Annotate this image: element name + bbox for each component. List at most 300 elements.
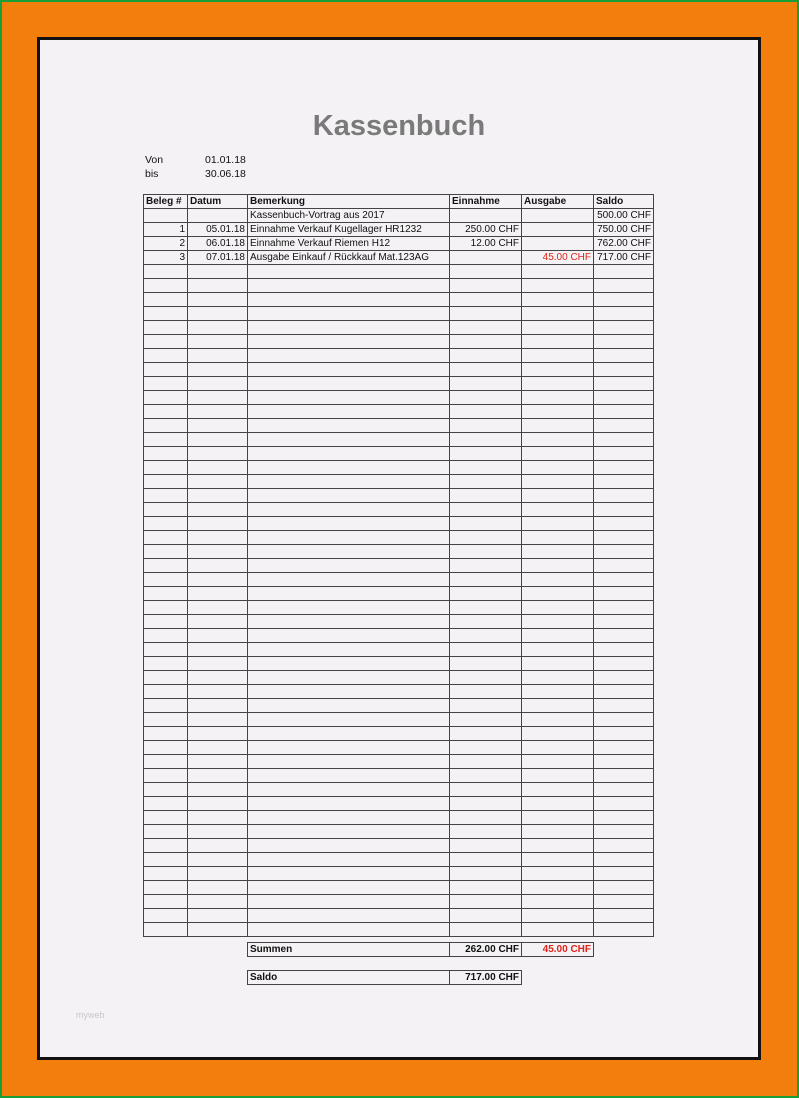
empty-cell: [248, 727, 450, 741]
empty-cell: [522, 307, 594, 321]
empty-cell: [248, 923, 450, 937]
empty-cell: [450, 489, 522, 503]
table-row: [144, 223, 654, 237]
table-row: [144, 237, 654, 251]
empty-cell: [144, 727, 188, 741]
empty-cell: [248, 517, 450, 531]
empty-cell: [248, 839, 450, 853]
empty-cell: [188, 853, 248, 867]
empty-cell: [188, 363, 248, 377]
empty-cell: [188, 895, 248, 909]
empty-cell: [188, 685, 248, 699]
empty-cell: [594, 755, 654, 769]
empty-cell: [248, 601, 450, 615]
empty-cell: [522, 923, 594, 937]
empty-cell: [248, 587, 450, 601]
cell-bemerkung: Einnahme Verkauf Kugellager HR1232: [248, 223, 450, 237]
empty-cell: [522, 769, 594, 783]
empty-cell: [594, 265, 654, 279]
empty-table-row: [144, 867, 654, 881]
empty-cell: [248, 741, 450, 755]
empty-cell: [522, 783, 594, 797]
empty-cell: [450, 853, 522, 867]
empty-cell: [144, 769, 188, 783]
empty-cell: [594, 853, 654, 867]
empty-cell: [522, 699, 594, 713]
empty-cell: [248, 811, 450, 825]
empty-cell: [188, 391, 248, 405]
period-to-value: 30.06.18: [205, 168, 246, 180]
empty-cell: [594, 321, 654, 335]
empty-cell: [522, 881, 594, 895]
empty-cell: [594, 727, 654, 741]
empty-cell: [188, 657, 248, 671]
cell-ausgabe: [522, 209, 594, 223]
empty-table-row: [144, 405, 654, 419]
empty-cell: [450, 307, 522, 321]
empty-cell: [522, 839, 594, 853]
empty-cell: [522, 391, 594, 405]
empty-cell: [450, 363, 522, 377]
empty-cell: [144, 265, 188, 279]
empty-cell: [522, 559, 594, 573]
empty-cell: [522, 279, 594, 293]
empty-cell: [522, 377, 594, 391]
empty-cell: [144, 573, 188, 587]
empty-cell: [450, 293, 522, 307]
empty-cell: [188, 517, 248, 531]
empty-cell: [248, 867, 450, 881]
col-header-saldo: Saldo: [594, 195, 654, 209]
empty-cell: [594, 895, 654, 909]
empty-cell: [450, 335, 522, 349]
empty-cell: [594, 615, 654, 629]
empty-table-row: [144, 265, 654, 279]
empty-table-row: [144, 349, 654, 363]
empty-cell: [522, 741, 594, 755]
empty-table-row: [144, 293, 654, 307]
empty-cell: [144, 503, 188, 517]
cell-saldo: 500.00 CHF: [594, 209, 654, 223]
empty-cell: [450, 587, 522, 601]
empty-table-row: [144, 881, 654, 895]
cell-beleg: 2: [144, 237, 188, 251]
empty-cell: [144, 615, 188, 629]
empty-cell: [248, 363, 450, 377]
empty-cell: [144, 293, 188, 307]
empty-cell: [450, 825, 522, 839]
empty-cell: [594, 923, 654, 937]
empty-cell: [450, 405, 522, 419]
empty-cell: [450, 839, 522, 853]
cell-datum: 07.01.18: [188, 251, 248, 265]
empty-cell: [450, 461, 522, 475]
empty-cell: [188, 825, 248, 839]
empty-cell: [188, 699, 248, 713]
empty-cell: [144, 349, 188, 363]
empty-cell: [594, 377, 654, 391]
empty-cell: [594, 839, 654, 853]
empty-cell: [522, 405, 594, 419]
empty-cell: [450, 727, 522, 741]
empty-cell: [594, 909, 654, 923]
empty-cell: [594, 489, 654, 503]
empty-cell: [594, 363, 654, 377]
empty-cell: [248, 797, 450, 811]
empty-cell: [248, 475, 450, 489]
summen-row: [247, 942, 594, 957]
empty-cell: [248, 643, 450, 657]
empty-cell: [450, 881, 522, 895]
empty-table-row: [144, 811, 654, 825]
empty-cell: [248, 881, 450, 895]
empty-cell: [450, 377, 522, 391]
empty-cell: [450, 713, 522, 727]
empty-cell: [450, 475, 522, 489]
empty-cell: [594, 419, 654, 433]
empty-cell: [248, 419, 450, 433]
empty-table-row: [144, 573, 654, 587]
empty-cell: [144, 839, 188, 853]
empty-cell: [522, 867, 594, 881]
empty-cell: [522, 895, 594, 909]
empty-cell: [522, 825, 594, 839]
empty-cell: [450, 517, 522, 531]
table-row: [144, 209, 654, 223]
empty-cell: [144, 671, 188, 685]
cell-beleg: [144, 209, 188, 223]
empty-table-row: [144, 685, 654, 699]
empty-table-row: [144, 321, 654, 335]
empty-cell: [594, 433, 654, 447]
empty-cell: [450, 895, 522, 909]
empty-table-row: [144, 531, 654, 545]
empty-cell: [188, 545, 248, 559]
empty-cell: [522, 797, 594, 811]
empty-cell: [594, 405, 654, 419]
empty-cell: [188, 503, 248, 517]
empty-cell: [522, 531, 594, 545]
table-header-row: [144, 195, 654, 209]
empty-cell: [248, 405, 450, 419]
cell-einnahme: [450, 251, 522, 265]
empty-table-row: [144, 671, 654, 685]
empty-cell: [594, 881, 654, 895]
empty-cell: [248, 769, 450, 783]
empty-cell: [248, 909, 450, 923]
cell-ausgabe: 45.00 CHF: [522, 251, 594, 265]
empty-cell: [594, 559, 654, 573]
empty-cell: [144, 825, 188, 839]
empty-cell: [188, 335, 248, 349]
empty-cell: [188, 643, 248, 657]
empty-cell: [248, 671, 450, 685]
empty-cell: [522, 293, 594, 307]
empty-table-row: [144, 489, 654, 503]
empty-cell: [144, 923, 188, 937]
empty-cell: [450, 783, 522, 797]
empty-cell: [248, 615, 450, 629]
empty-cell: [188, 447, 248, 461]
empty-cell: [188, 629, 248, 643]
empty-cell: [248, 699, 450, 713]
empty-cell: [450, 923, 522, 937]
empty-cell: [522, 321, 594, 335]
empty-cell: [144, 363, 188, 377]
empty-cell: [188, 755, 248, 769]
empty-cell: [450, 867, 522, 881]
empty-cell: [248, 657, 450, 671]
empty-cell: [450, 391, 522, 405]
cell-beleg: 1: [144, 223, 188, 237]
empty-cell: [188, 713, 248, 727]
empty-cell: [144, 433, 188, 447]
empty-cell: [450, 349, 522, 363]
empty-table-row: [144, 587, 654, 601]
empty-table-row: [144, 559, 654, 573]
empty-cell: [522, 433, 594, 447]
empty-cell: [144, 461, 188, 475]
empty-cell: [188, 349, 248, 363]
cell-saldo: 762.00 CHF: [594, 237, 654, 251]
empty-cell: [522, 489, 594, 503]
empty-cell: [188, 839, 248, 853]
empty-cell: [248, 503, 450, 517]
empty-cell: [188, 797, 248, 811]
col-header-datum: Datum: [188, 195, 248, 209]
empty-cell: [594, 475, 654, 489]
empty-cell: [450, 503, 522, 517]
empty-cell: [594, 461, 654, 475]
empty-cell: [450, 657, 522, 671]
empty-table-row: [144, 713, 654, 727]
empty-cell: [522, 587, 594, 601]
empty-cell: [450, 265, 522, 279]
empty-cell: [188, 489, 248, 503]
empty-cell: [522, 419, 594, 433]
saldo-row: [247, 970, 522, 985]
empty-cell: [450, 531, 522, 545]
cell-datum: 06.01.18: [188, 237, 248, 251]
empty-cell: [248, 489, 450, 503]
empty-cell: [522, 811, 594, 825]
empty-cell: [522, 503, 594, 517]
empty-cell: [144, 713, 188, 727]
empty-table-row: [144, 797, 654, 811]
empty-cell: [450, 419, 522, 433]
empty-table-row: [144, 769, 654, 783]
empty-cell: [522, 671, 594, 685]
empty-cell: [522, 909, 594, 923]
empty-cell: [450, 615, 522, 629]
empty-cell: [248, 461, 450, 475]
empty-cell: [594, 349, 654, 363]
empty-cell: [188, 293, 248, 307]
empty-cell: [450, 741, 522, 755]
empty-cell: [522, 447, 594, 461]
empty-cell: [188, 419, 248, 433]
empty-table-row: [144, 503, 654, 517]
period-from-label: Von: [145, 154, 164, 166]
empty-table-row: [144, 755, 654, 769]
empty-cell: [188, 531, 248, 545]
empty-table-row: [144, 727, 654, 741]
empty-cell: [188, 601, 248, 615]
empty-cell: [594, 293, 654, 307]
empty-table-row: [144, 447, 654, 461]
empty-cell: [248, 293, 450, 307]
cell-datum: 05.01.18: [188, 223, 248, 237]
table-row: [144, 251, 654, 265]
empty-cell: [248, 265, 450, 279]
empty-cell: [450, 699, 522, 713]
empty-cell: [522, 727, 594, 741]
empty-cell: [248, 545, 450, 559]
period-from-value: 01.01.18: [205, 154, 246, 166]
empty-cell: [144, 405, 188, 419]
empty-cell: [188, 279, 248, 293]
empty-cell: [522, 475, 594, 489]
empty-cell: [594, 657, 654, 671]
empty-cell: [594, 699, 654, 713]
empty-cell: [594, 643, 654, 657]
empty-cell: [522, 545, 594, 559]
empty-cell: [248, 447, 450, 461]
empty-cell: [188, 377, 248, 391]
col-header-einnahme: Einnahme: [450, 195, 522, 209]
empty-cell: [522, 657, 594, 671]
empty-cell: [188, 923, 248, 937]
empty-cell: [248, 279, 450, 293]
empty-table-row: [144, 279, 654, 293]
empty-cell: [144, 755, 188, 769]
summen-label: Summen: [248, 943, 450, 957]
empty-cell: [144, 559, 188, 573]
empty-table-row: [144, 615, 654, 629]
empty-cell: [594, 783, 654, 797]
cell-einnahme: 250.00 CHF: [450, 223, 522, 237]
empty-cell: [594, 307, 654, 321]
empty-cell: [522, 713, 594, 727]
empty-cell: [594, 335, 654, 349]
empty-cell: [522, 629, 594, 643]
empty-cell: [144, 643, 188, 657]
empty-cell: [522, 615, 594, 629]
empty-table-row: [144, 783, 654, 797]
empty-cell: [144, 783, 188, 797]
cell-beleg: 3: [144, 251, 188, 265]
empty-cell: [188, 727, 248, 741]
empty-cell: [594, 587, 654, 601]
empty-cell: [522, 601, 594, 615]
empty-cell: [188, 587, 248, 601]
empty-cell: [144, 895, 188, 909]
empty-cell: [450, 601, 522, 615]
empty-table-row: [144, 419, 654, 433]
page-title: Kassenbuch: [312, 110, 486, 142]
empty-cell: [144, 867, 188, 881]
empty-table-row: [144, 363, 654, 377]
empty-cell: [188, 811, 248, 825]
empty-cell: [188, 881, 248, 895]
empty-cell: [188, 321, 248, 335]
empty-cell: [522, 853, 594, 867]
empty-table-row: [144, 839, 654, 853]
empty-cell: [450, 643, 522, 657]
empty-cell: [188, 433, 248, 447]
empty-cell: [522, 643, 594, 657]
empty-cell: [594, 825, 654, 839]
empty-cell: [188, 573, 248, 587]
empty-cell: [522, 685, 594, 699]
empty-cell: [248, 895, 450, 909]
empty-cell: [144, 391, 188, 405]
empty-cell: [188, 769, 248, 783]
empty-cell: [594, 685, 654, 699]
empty-cell: [188, 867, 248, 881]
empty-cell: [594, 573, 654, 587]
empty-cell: [248, 559, 450, 573]
empty-cell: [144, 545, 188, 559]
empty-cell: [594, 517, 654, 531]
empty-cell: [188, 741, 248, 755]
empty-cell: [248, 685, 450, 699]
empty-cell: [450, 769, 522, 783]
empty-table-row: [144, 909, 654, 923]
empty-cell: [144, 881, 188, 895]
empty-cell: [188, 615, 248, 629]
empty-cell: [144, 447, 188, 461]
empty-cell: [450, 909, 522, 923]
empty-cell: [450, 671, 522, 685]
empty-cell: [594, 713, 654, 727]
empty-table-row: [144, 643, 654, 657]
empty-table-row: [144, 545, 654, 559]
document-page: [37, 37, 761, 1060]
empty-cell: [144, 531, 188, 545]
empty-table-row: [144, 461, 654, 475]
empty-table-row: [144, 307, 654, 321]
empty-cell: [450, 279, 522, 293]
period-to-label: bis: [145, 168, 159, 180]
empty-cell: [188, 671, 248, 685]
empty-cell: [188, 559, 248, 573]
empty-cell: [144, 685, 188, 699]
empty-table-row: [144, 377, 654, 391]
summen-einnahme: 262.00 CHF: [450, 943, 522, 957]
empty-cell: [144, 419, 188, 433]
col-header-beleg: Beleg #: [144, 195, 188, 209]
empty-cell: [594, 797, 654, 811]
cell-einnahme: [450, 209, 522, 223]
empty-cell: [188, 783, 248, 797]
empty-cell: [144, 811, 188, 825]
empty-cell: [450, 573, 522, 587]
empty-cell: [248, 531, 450, 545]
empty-cell: [144, 307, 188, 321]
empty-cell: [594, 531, 654, 545]
empty-cell: [522, 461, 594, 475]
empty-cell: [522, 573, 594, 587]
empty-cell: [144, 853, 188, 867]
empty-cell: [594, 769, 654, 783]
empty-cell: [248, 713, 450, 727]
cell-bemerkung: Ausgabe Einkauf / Rückkauf Mat.123AG: [248, 251, 450, 265]
empty-cell: [522, 349, 594, 363]
empty-cell: [522, 755, 594, 769]
empty-cell: [594, 447, 654, 461]
col-header-ausgabe: Ausgabe: [522, 195, 594, 209]
